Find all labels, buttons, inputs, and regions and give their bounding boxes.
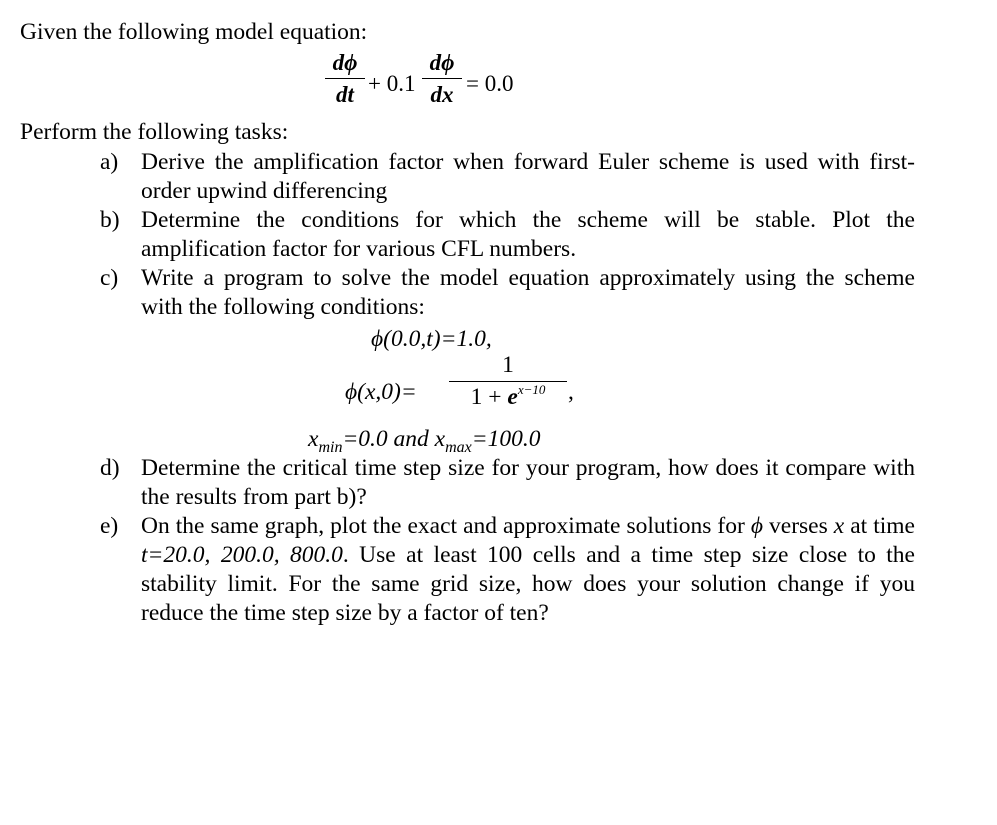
fraction-dphi-dx	[422, 50, 462, 108]
exponent: x−10	[517, 382, 546, 397]
task-e-text-mid2: at time	[844, 513, 915, 539]
initial-condition-lhs: ϕ(x,0)=	[345, 379, 417, 405]
denominator-base: 1 +	[470, 384, 508, 410]
task-text: Write a program to solve the model equation approximately using the scheme with the following conditions:	[141, 265, 915, 320]
phi-symbol: ϕ	[750, 513, 763, 539]
task-item-b	[100, 206, 915, 264]
fraction-bar	[325, 78, 365, 79]
task-marker: a)	[100, 149, 119, 175]
task-item-c	[100, 264, 915, 322]
domain-range	[308, 425, 541, 456]
task-item-e	[100, 512, 915, 628]
task-marker: b)	[100, 207, 120, 233]
x-variable: x	[833, 513, 845, 539]
conditions-block	[100, 322, 915, 454]
task-text: Determine the conditions for which the scheme will be stable. Plot the amplification factor for various CFL numbers.	[141, 207, 915, 262]
fraction-numerator: 1	[502, 352, 514, 378]
initial-condition-fraction	[449, 352, 567, 413]
task-marker: e)	[100, 513, 119, 539]
equation-rhs: = 0.0	[466, 71, 514, 96]
fraction-numerator: dϕ	[429, 50, 455, 75]
xmin-variable: x	[308, 426, 319, 452]
task-text	[141, 512, 915, 628]
exponential-e: e	[507, 384, 518, 410]
xmin-subscript: min	[318, 439, 343, 456]
task-e-text-mid1: verses	[763, 513, 834, 539]
xmax-subscript: max	[445, 439, 472, 456]
xmin-value: =0.0 and	[342, 426, 435, 452]
fraction-dphi-dt	[325, 50, 365, 108]
task-text: Determine the critical time step size for your program, how does it compare with the results from part b)?	[141, 455, 915, 510]
task-e-text-after: . Use at least 100 cells and a time step size close to the stability limit. For the same grid size, how does your solution change if you reduce the time step size by a factor of ten?	[141, 542, 915, 626]
fraction-bar	[449, 381, 567, 382]
task-item-d	[100, 454, 915, 512]
task-item-a	[100, 148, 915, 206]
task-marker: d)	[100, 455, 120, 481]
task-e-text-before: On the same graph, plot the exact and approximate solutions for	[141, 513, 751, 539]
tasks-heading: Perform the following tasks:	[20, 119, 289, 145]
task-marker: c)	[100, 265, 119, 291]
fraction-bar	[422, 78, 462, 79]
boundary-condition: ϕ(0.0,t)=1.0,	[371, 326, 492, 352]
task-list	[100, 148, 915, 628]
fraction-denominator: dt	[336, 82, 354, 107]
xmax-value: =100.0	[471, 426, 541, 452]
fraction-denominator: dx	[430, 82, 454, 107]
equation-plus-coefficient: + 0.1	[368, 71, 416, 96]
fraction-denominator	[449, 384, 567, 413]
xmax-variable: x	[434, 426, 446, 452]
fraction-numerator: dϕ	[332, 50, 358, 75]
task-text: Derive the amplification factor when forward Euler scheme is used with first-order upwind differencing	[141, 149, 915, 204]
initial-condition-comma: ,	[568, 379, 574, 405]
model-equation	[0, 50, 997, 116]
intro-text: Given the following model equation:	[20, 19, 368, 45]
time-values: t=20.0, 200.0, 800.0	[141, 542, 343, 568]
